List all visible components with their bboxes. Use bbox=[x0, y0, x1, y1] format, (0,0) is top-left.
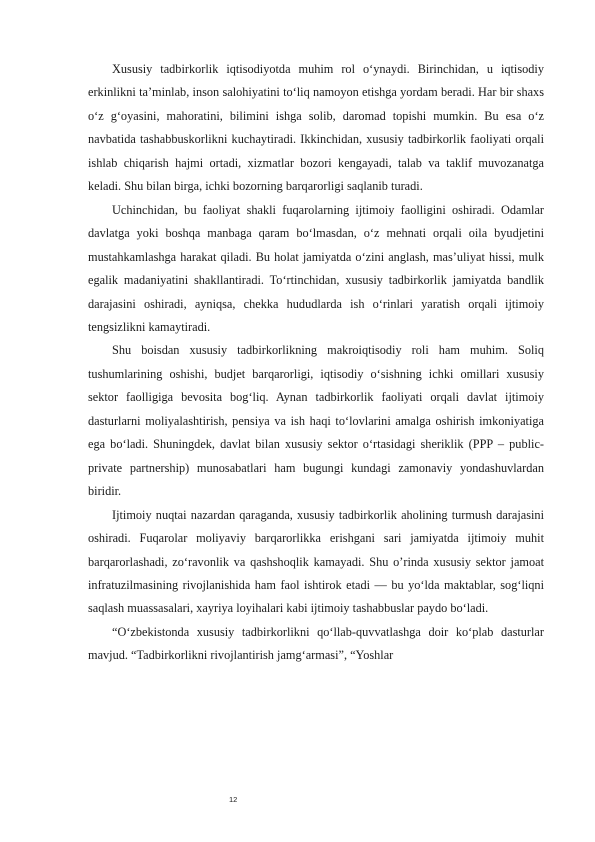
page-number: 12 bbox=[229, 795, 238, 804]
paragraph-2: Uchinchidan, bu faoliyat shakli fuqarolarning ijtimoiy faolligini oshiradi. Odamlar davlatga yoki boshqa manbaga qaram bo‘lmasdan, o‘z mehnati orqali oila byudjetini mustahkamlashga harakat qiladi. Bu holat jamiyatda o‘zini anglash, mas’uliyat hissi, mulk egalik madaniyatini shakllantiradi. To‘rtinchidan, xususiy tadbirkorlik jamiyatda bandlik darajasini oshiradi, ayniqsa, chekka hududlarda ish o‘rinlari yaratish orqali ijtimoiy tengsizlikni kamaytiradi. bbox=[88, 202, 544, 334]
paragraph-3: Shu boisdan xususiy tadbirkorlikning makroiqtisodiy roli ham muhim. Soliq tushumlarining oshishi, budjet barqarorligi, iqtisodiy o‘sishning ichki omillari xususiy sektor faolligiga bevosita bog‘liq. Aynan tadbirkorlik faoliyati orqali davlat ijtimoiy dasturlarni moliyalashtirish, pensiya va ish haqi to‘lovlarini amalga oshirish imkoniyatiga ega bo‘ladi. Shuningdek, davlat bilan xususiy sektor o‘rtasidagi sheriklik (PPP – public-private partnership) munosabatlari ham bugungi kundagi zamonaviy yondashuvlardan biridir. bbox=[88, 343, 544, 499]
paragraph-4: Ijtimoiy nuqtai nazardan qaraganda, xususiy tadbirkorlik aholining turmush darajasini oshiradi. Fuqarolar moliyaviy barqarorlikka erishgani sari jamiyatda ijtimoiy muhit barqarorlashadi, zo‘ravonlik va qashshoqlik kamayadi. Shu o’rinda xususiy sektor jamoat infratuzilmasining rivojlanishida ham faol ishtirok etadi — bu yo‘lda maktablar, sog‘liqni saqlash muassasalari, xayriya loyihalari kabi ijtimoiy tashabbuslar paydo bo‘ladi. bbox=[88, 507, 544, 616]
paragraph-5: “O‘zbekistonda xususiy tadbirkorlikni qo‘llab-quvvatlashga doir ko‘plab dasturlar mavjud. “Tadbirkorlikni rivojlantirish jamg‘armasi”, “Yoshlar bbox=[88, 624, 544, 663]
document-page bbox=[88, 58, 544, 668]
paragraph-1: Xususiy tadbirkorlik iqtisodiyotda muhim rol o‘ynaydi. Birinchidan, u iqtisodiy erkinlikni ta’minlab, inson salohiyatini to‘liq namoyon etishga yordam beradi. Har bir shaxs o‘z g‘oyasini, mahoratini, bilimini ishga solib, daromad topishi mumkin. Bu esa o‘z navbatida tashabbuskorlikni kuchaytiradi. Ikkinchidan, xususiy tadbirkorlik faoliyati orqali ishlab chiqarish hajmi ortadi, xizmatlar bozori kengayadi, talab va taklif muvozanatga keladi. Shu bilan birga, ichki bozorning barqarorligi saqlanib turadi. bbox=[88, 62, 544, 194]
